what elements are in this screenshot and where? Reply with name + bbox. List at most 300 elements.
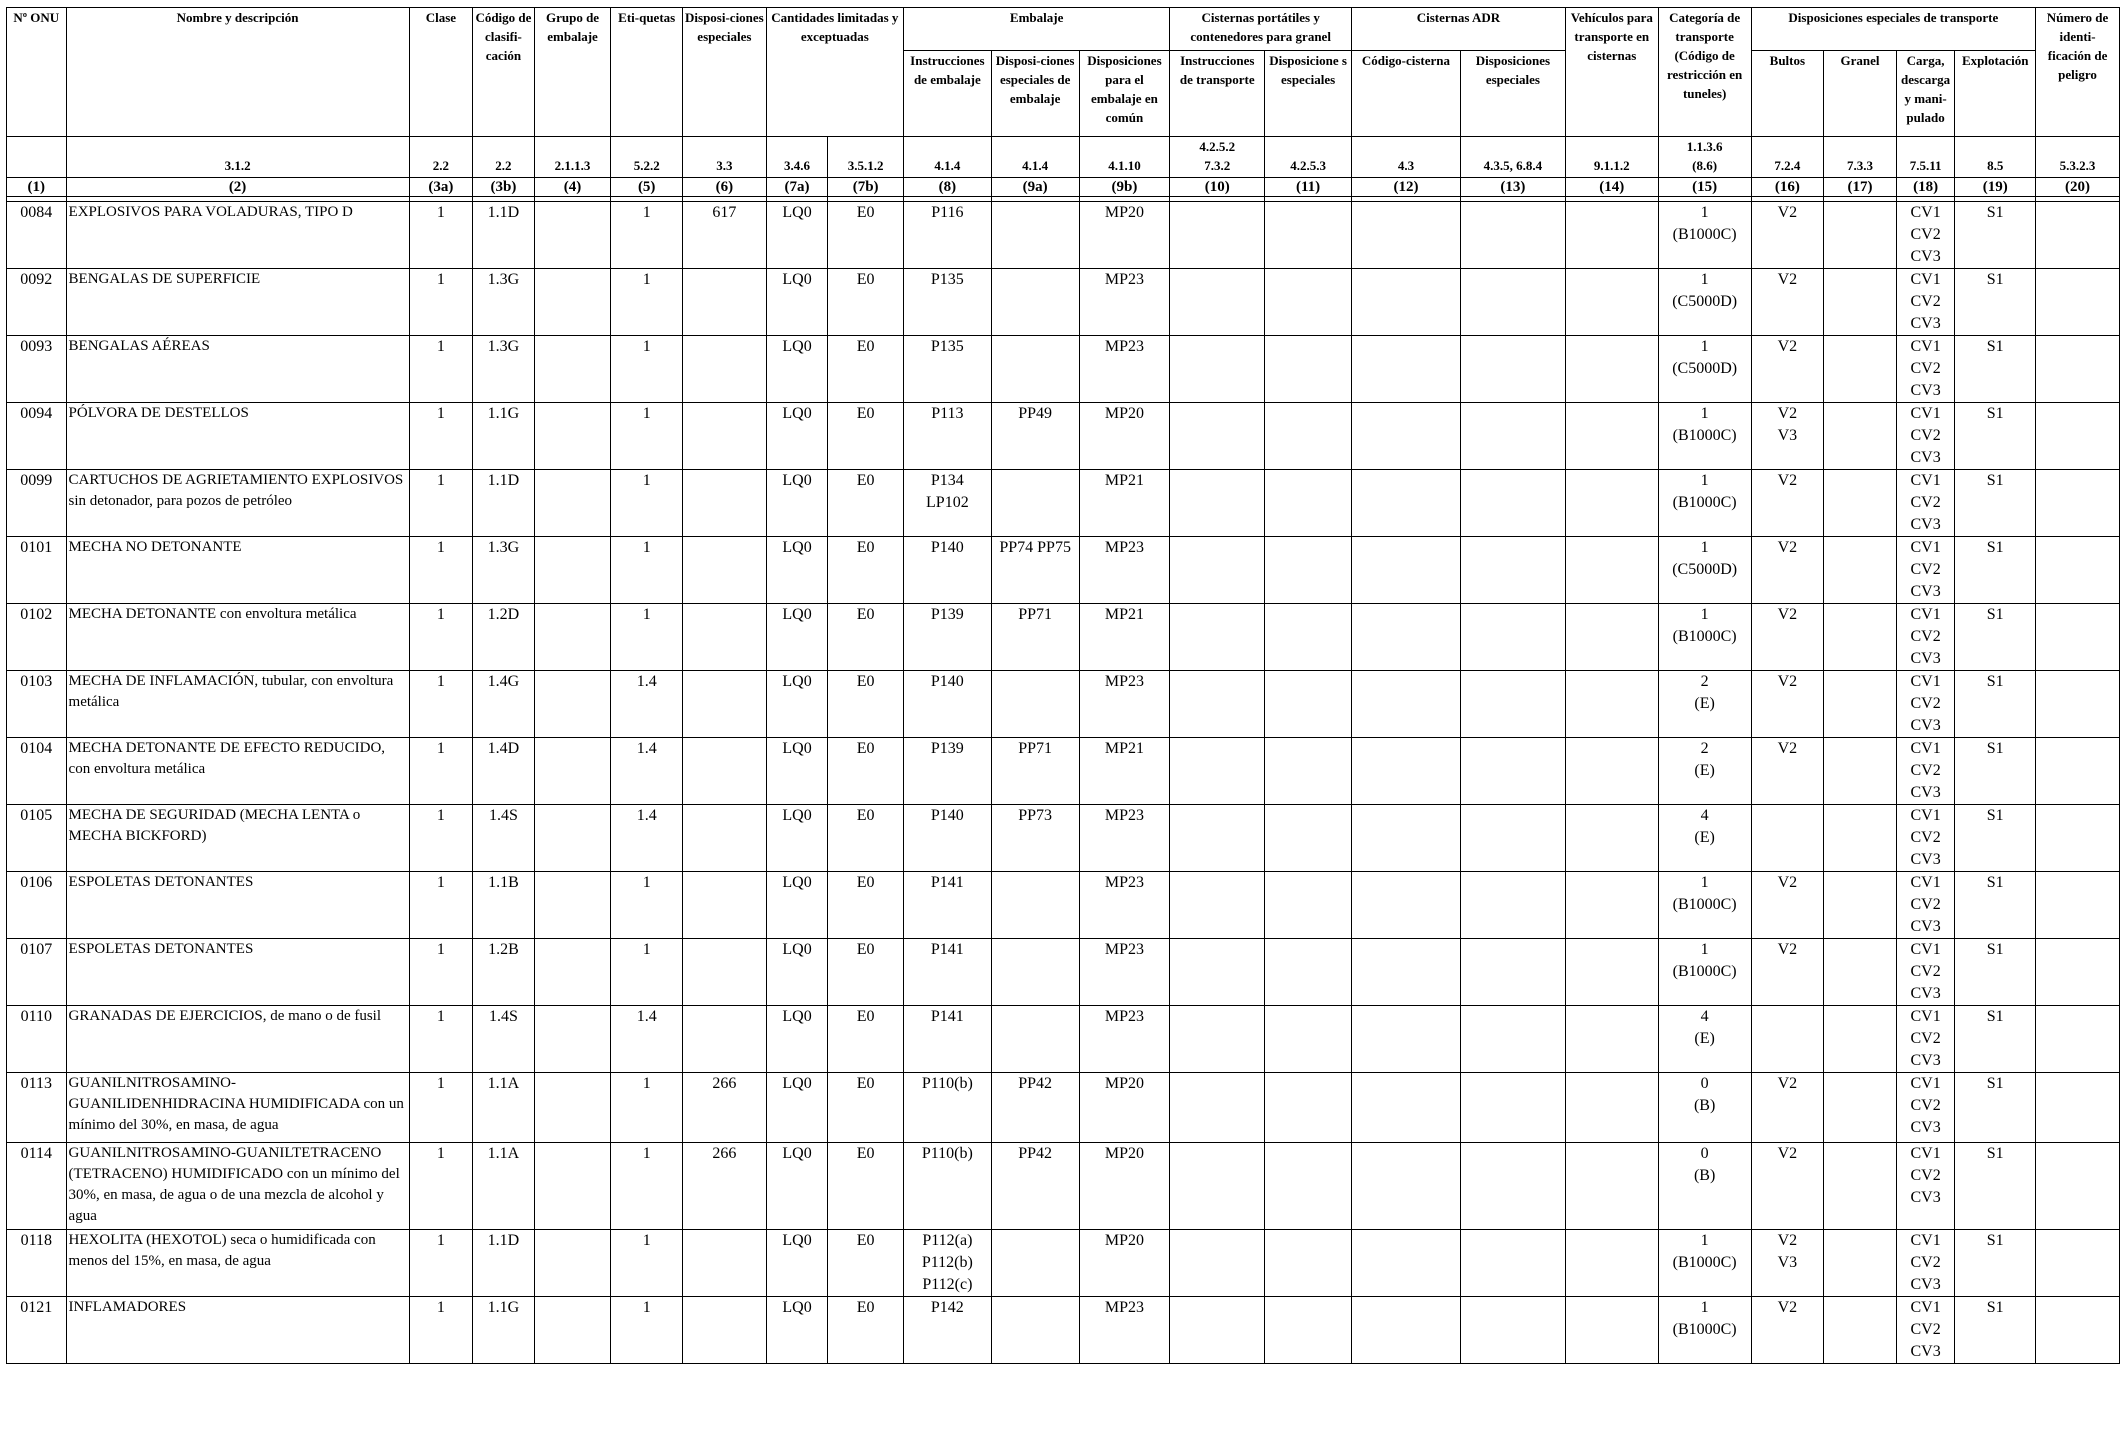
cell-categoria-transporte [1658,403,1751,470]
cell-embalaje-comun: MP21 [1079,470,1170,537]
header-explotacion: Explotación [1955,51,2036,137]
cell-embalaje-comun: MP23 [1079,336,1170,403]
cell-instrucciones-embalaje [903,1297,991,1364]
cell-disp-esp-embalaje [991,470,1079,537]
cell-numero-peligro [2036,671,2120,738]
cell-onu: 0110 [7,1006,67,1073]
adr-dangerous-goods-table [6,7,2120,1364]
ref-17: 7.3.3 [1824,137,1897,178]
cell-onu: 0094 [7,403,67,470]
cell-bultos [1751,1230,1824,1297]
table-row [7,604,2120,671]
categoria-value: 2 [1700,740,1709,757]
cell-carga-value: CV1 [1910,740,1941,757]
cell-embalaje-comun: MP23 [1079,537,1170,604]
cell-cantidad-exceptuada: E0 [828,202,904,269]
cell-onu: 0118 [7,1230,67,1297]
header-cisternas-adr: Cisternas ADR [1351,8,1565,51]
cell-bultos [1751,805,1824,872]
cell-clase: 1 [409,202,473,269]
cell-categoria-transporte [1658,805,1751,872]
cell-onu: 0105 [7,805,67,872]
cell-cantidad-limitada: LQ0 [766,939,828,1006]
categoria-value: 1 [1700,874,1709,891]
categoria-value: 1 [1700,405,1709,422]
cell-categoria-transporte [1658,336,1751,403]
ref-10-b: 7.3.2 [1204,158,1231,173]
cell-carga-value: CV2 [1910,494,1941,511]
cell-explotacion: S1 [1955,202,2036,269]
cell-embalaje-comun: MP23 [1079,269,1170,336]
categoria-value: 1 [1700,606,1709,623]
cell-codigo-cisterna [1351,1143,1460,1230]
cell-carga-value: CV1 [1910,1008,1941,1025]
tunnel-code: (B1000C) [1672,1254,1737,1271]
cell-onu: 0107 [7,939,67,1006]
cell-explotacion: S1 [1955,671,2036,738]
cell-disp-esp-adr [1460,470,1565,537]
cell-codigo-cisterna [1351,202,1460,269]
cell-explotacion: S1 [1955,537,2036,604]
categoria-value: 1 [1700,1299,1709,1316]
cell-grupo-embalaje [534,1143,611,1230]
cell-clase: 1 [409,671,473,738]
cell-bultos [1751,202,1824,269]
cell-onu: 0102 [7,604,67,671]
cell-disp-esp-adr [1460,269,1565,336]
cell-disp-esp-embalaje: PP71 [991,604,1079,671]
cell-grupo-embalaje [534,1006,611,1073]
cell-bultos [1751,1143,1824,1230]
cell-grupo-embalaje [534,336,611,403]
cell-etiquetas: 1 [611,269,683,336]
cell-disp-esp-cisternas [1265,738,1352,805]
cell-bultos-value: V2 [1777,606,1798,623]
cell-cantidad-limitada: LQ0 [766,470,828,537]
cell-bultos [1751,336,1824,403]
cell-cantidad-exceptuada: E0 [828,872,904,939]
cell-cantidad-limitada: LQ0 [766,202,828,269]
cell-grupo-embalaje [534,1297,611,1364]
cell-instrucciones-embalaje-value: P140 [930,539,964,556]
cell-numero-peligro [2036,738,2120,805]
cell-instrucciones-embalaje [903,1143,991,1230]
cell-categoria-transporte [1658,604,1751,671]
cell-etiquetas: 1 [611,872,683,939]
cell-vehiculos [1565,805,1658,872]
cell-onu: 0121 [7,1297,67,1364]
cell-bultos [1751,671,1824,738]
cell-carga-value: CV1 [1910,606,1941,623]
cell-carga-value: CV3 [1910,985,1941,1002]
cell-disp-esp-cisternas [1265,1297,1352,1364]
cell-embalaje-comun: MP21 [1079,738,1170,805]
cell-carga-value: CV1 [1910,539,1941,556]
cell-grupo-embalaje [534,604,611,671]
table-header [7,8,2120,202]
header-disp-esp-transporte: Disposiciones especiales de transporte [1751,8,2036,51]
cell-codigo-clasificacion: 1.1A [473,1073,535,1143]
cell-carga [1896,537,1955,604]
table-row [7,537,2120,604]
cell-carga-value: CV3 [1910,382,1941,399]
cell-disposiciones-especiales [683,738,767,805]
cell-numero-peligro [2036,604,2120,671]
cell-embalaje-comun: MP20 [1079,1073,1170,1143]
cell-etiquetas: 1 [611,403,683,470]
cell-onu: 0106 [7,872,67,939]
cell-instrucciones-embalaje [903,470,991,537]
ref-16: 7.2.4 [1751,137,1824,178]
column-number: (10) [1170,178,1265,197]
cell-disposiciones-especiales [683,537,767,604]
cell-disp-esp-cisternas [1265,403,1352,470]
cell-clase: 1 [409,1143,473,1230]
cell-clase: 1 [409,470,473,537]
ref-10 [1170,137,1265,178]
cell-embalaje-comun: MP23 [1079,1006,1170,1073]
cell-disposiciones-especiales [683,939,767,1006]
cell-disposiciones-especiales [683,1230,767,1297]
tunnel-code: (B1000C) [1672,963,1737,980]
cell-instrucciones-transporte [1170,805,1265,872]
ref-9b: 4.1.10 [1079,137,1170,178]
cell-codigo-clasificacion: 1.2D [473,604,535,671]
cell-vehiculos [1565,336,1658,403]
cell-onu: 0084 [7,202,67,269]
cell-etiquetas: 1 [611,1230,683,1297]
header-disp-esp-adr: Disposiciones especiales [1460,51,1565,137]
cell-granel [1824,738,1897,805]
cell-embalaje-comun: MP23 [1079,805,1170,872]
cell-cantidad-limitada: LQ0 [766,269,828,336]
cell-clase: 1 [409,872,473,939]
cell-instrucciones-embalaje [903,537,991,604]
cell-disp-esp-embalaje [991,671,1079,738]
cell-clase: 1 [409,1230,473,1297]
cell-disposiciones-especiales [683,1006,767,1073]
cell-cantidad-exceptuada: E0 [828,738,904,805]
cell-carga [1896,1297,1955,1364]
cell-clase: 1 [409,738,473,805]
cell-vehiculos [1565,1006,1658,1073]
cell-carga-value: CV2 [1910,561,1941,578]
cell-instrucciones-embalaje-value: P135 [930,338,964,355]
cell-carga-value: CV3 [1910,1052,1941,1069]
cell-carga-value: CV2 [1910,1167,1941,1184]
cell-numero-peligro [2036,872,2120,939]
cell-bultos-value: V2 [1777,1145,1798,1162]
cell-explotacion: S1 [1955,738,2036,805]
tunnel-code: (B1000C) [1672,494,1737,511]
cell-granel [1824,939,1897,1006]
cell-disp-esp-adr [1460,872,1565,939]
categoria-value: 1 [1700,539,1709,556]
cell-carga-value: CV2 [1910,628,1941,645]
cell-carga-value: CV3 [1910,449,1941,466]
cell-carga-value: CV2 [1910,762,1941,779]
cell-vehiculos [1565,1297,1658,1364]
tunnel-code: (C5000D) [1672,561,1738,578]
table-row [7,872,2120,939]
cell-codigo-cisterna [1351,939,1460,1006]
cell-granel [1824,269,1897,336]
column-number: (7a) [766,178,828,197]
cell-disp-esp-cisternas [1265,939,1352,1006]
cell-instrucciones-embalaje [903,671,991,738]
table-row [7,805,2120,872]
cell-carga-value: CV1 [1910,673,1941,690]
cell-carga-value: CV1 [1910,204,1941,221]
cell-grupo-embalaje [534,269,611,336]
cell-carga [1896,1230,1955,1297]
cell-disp-esp-adr [1460,403,1565,470]
cell-disposiciones-especiales: 617 [683,202,767,269]
cell-grupo-embalaje [534,872,611,939]
table-row [7,336,2120,403]
table-row [7,202,2120,269]
cell-cantidad-limitada: LQ0 [766,1297,828,1364]
cell-etiquetas: 1.4 [611,671,683,738]
tunnel-code: (E) [1694,762,1715,779]
cell-categoria-transporte [1658,939,1751,1006]
ref-3b: 2.2 [473,137,535,178]
column-number: (15) [1658,178,1751,197]
ref-19: 8.5 [1955,137,2036,178]
cell-carga-value: CV2 [1910,226,1941,243]
cell-disp-esp-cisternas [1265,671,1352,738]
cell-bultos [1751,604,1824,671]
header-granel: Granel [1824,51,1897,137]
cell-carga [1896,1073,1955,1143]
header-onu: Nº ONU [7,8,67,137]
tunnel-code: (B1000C) [1672,226,1737,243]
cell-grupo-embalaje [534,537,611,604]
cell-instrucciones-embalaje [903,1006,991,1073]
cell-cantidad-exceptuada: E0 [828,805,904,872]
cell-onu: 0104 [7,738,67,805]
table-row [7,1073,2120,1143]
cell-etiquetas: 1 [611,939,683,1006]
cell-etiquetas: 1 [611,537,683,604]
cell-numero-peligro [2036,537,2120,604]
cell-instrucciones-embalaje-value: P134 [930,472,964,489]
cell-cantidad-exceptuada: E0 [828,1230,904,1297]
cell-categoria-transporte [1658,1006,1751,1073]
cell-instrucciones-transporte [1170,537,1265,604]
cell-embalaje-comun: MP23 [1079,671,1170,738]
cell-granel [1824,805,1897,872]
cell-numero-peligro [2036,336,2120,403]
cell-nombre: MECHA DETONANTE DE EFECTO REDUCIDO, con envoltura metálica [66,738,409,805]
cell-bultos-value: V2 [1777,472,1798,489]
cell-disp-esp-cisternas [1265,269,1352,336]
cell-etiquetas: 1 [611,604,683,671]
cell-nombre: HEXOLITA (HEXOTOL) seca o humidificada con menos del 15%, en masa, de agua [66,1230,409,1297]
cell-etiquetas: 1.4 [611,1006,683,1073]
cell-disp-esp-cisternas [1265,1143,1352,1230]
cell-categoria-transporte [1658,1230,1751,1297]
cell-carga [1896,202,1955,269]
ref-13: 4.3.5, 6.8.4 [1460,137,1565,178]
cell-bultos-value: V2 [1777,740,1798,757]
tunnel-code: (B) [1693,1167,1716,1184]
cell-clase: 1 [409,604,473,671]
cell-explotacion: S1 [1955,604,2036,671]
cell-embalaje-comun: MP23 [1079,939,1170,1006]
cell-disp-esp-cisternas [1265,1073,1352,1143]
cell-codigo-cisterna [1351,1006,1460,1073]
cell-disp-esp-embalaje [991,336,1079,403]
column-number: (4) [534,178,611,197]
tunnel-code: (B1000C) [1672,427,1737,444]
column-number: (5) [611,178,683,197]
cell-bultos-value: V2 [1777,874,1798,891]
cell-carga-value: CV2 [1910,1097,1941,1114]
cell-carga-value: CV2 [1910,963,1941,980]
cell-disp-esp-embalaje [991,1230,1079,1297]
cell-instrucciones-embalaje [903,336,991,403]
column-number: (16) [1751,178,1824,197]
cell-granel [1824,1297,1897,1364]
cell-disp-esp-adr [1460,671,1565,738]
cell-codigo-cisterna [1351,604,1460,671]
cell-carga [1896,872,1955,939]
cell-codigo-clasificacion: 1.1B [473,872,535,939]
cell-disp-esp-adr [1460,1230,1565,1297]
cell-vehiculos [1565,470,1658,537]
column-number: (1) [7,178,67,197]
cell-cantidad-limitada: LQ0 [766,1143,828,1230]
cell-carga-value: CV1 [1910,941,1941,958]
header-disp-esp-cisternas: Disposicione s especiales [1265,51,1352,137]
ref-7b: 3.5.1.2 [828,137,904,178]
cell-disp-esp-embalaje [991,1006,1079,1073]
ref-7a: 3.4.6 [766,137,828,178]
cell-instrucciones-embalaje [903,1230,991,1297]
ref-14: 9.1.1.2 [1565,137,1658,178]
cell-disp-esp-cisternas [1265,1230,1352,1297]
cell-bultos [1751,939,1824,1006]
header-carga: Carga, descarga y mani-pulado [1896,51,1955,137]
tunnel-code: (E) [1694,829,1715,846]
cell-disp-esp-cisternas [1265,872,1352,939]
ref-11: 4.2.5.3 [1265,137,1352,178]
cell-vehiculos [1565,671,1658,738]
cell-instrucciones-embalaje-value: P113 [931,405,964,422]
cell-disp-esp-cisternas [1265,537,1352,604]
ref-6: 3.3 [683,137,767,178]
cell-bultos-value: V2 [1777,539,1798,556]
ref-18: 7.5.11 [1896,137,1955,178]
tunnel-code: (B1000C) [1672,896,1737,913]
table-body [7,202,2120,1364]
cell-codigo-clasificacion: 1.4D [473,738,535,805]
cell-embalaje-comun: MP23 [1079,872,1170,939]
cell-bultos [1751,269,1824,336]
ref-15 [1658,137,1751,178]
ref-2: 3.1.2 [66,137,409,178]
cell-carga [1896,604,1955,671]
cell-cantidad-exceptuada: E0 [828,1297,904,1364]
cell-codigo-clasificacion: 1.1D [473,470,535,537]
ref-3a: 2.2 [409,137,473,178]
cell-bultos [1751,1006,1824,1073]
cell-cantidad-exceptuada: E0 [828,470,904,537]
ref-1 [7,137,67,178]
cell-embalaje-comun: MP21 [1079,604,1170,671]
cell-vehiculos [1565,202,1658,269]
cell-bultos-value: V2 [1777,1299,1798,1316]
cell-etiquetas: 1 [611,336,683,403]
header-disp-embalaje-comun: Disposiciones para el embalaje en común [1079,51,1170,137]
cell-grupo-embalaje [534,939,611,1006]
cell-cantidad-limitada: LQ0 [766,738,828,805]
cell-clase: 1 [409,1073,473,1143]
column-number: (17) [1824,178,1897,197]
cell-disp-esp-embalaje [991,202,1079,269]
cell-disp-esp-embalaje: PP71 [991,738,1079,805]
cell-embalaje-comun: MP20 [1079,1143,1170,1230]
cell-instrucciones-transporte [1170,1073,1265,1143]
cell-grupo-embalaje [534,470,611,537]
cell-carga [1896,269,1955,336]
cell-clase: 1 [409,1297,473,1364]
cell-onu: 0114 [7,1143,67,1230]
table-row [7,1230,2120,1297]
cell-carga [1896,403,1955,470]
cell-instrucciones-transporte [1170,1230,1265,1297]
cell-instrucciones-transporte [1170,872,1265,939]
cell-instrucciones-transporte [1170,671,1265,738]
cell-carga-value: CV2 [1910,896,1941,913]
cell-cantidad-limitada: LQ0 [766,671,828,738]
cell-carga-value: CV3 [1910,1343,1941,1360]
cell-clase: 1 [409,336,473,403]
cell-granel [1824,1073,1897,1143]
cell-carga-value: CV3 [1910,516,1941,533]
cell-codigo-cisterna [1351,470,1460,537]
cell-numero-peligro [2036,1073,2120,1143]
cell-vehiculos [1565,269,1658,336]
cell-bultos-value: V2 [1777,405,1798,422]
cell-instrucciones-embalaje [903,403,991,470]
categoria-value: 1 [1700,941,1709,958]
cell-nombre: CARTUCHOS DE AGRIETAMIENTO EXPLOSIVOS sin detonador, para pozos de petróleo [66,470,409,537]
cell-cantidad-exceptuada: E0 [828,939,904,1006]
cell-carga-value: CV3 [1910,851,1941,868]
cell-numero-peligro [2036,1006,2120,1073]
cell-instrucciones-embalaje [903,1073,991,1143]
cell-instrucciones-embalaje-value: P142 [930,1299,964,1316]
cell-carga-value: CV1 [1910,807,1941,824]
cell-instrucciones-embalaje-value: P112(c) [922,1276,973,1293]
cell-grupo-embalaje [534,805,611,872]
header-nombre: Nombre y descripción [66,8,409,137]
cell-explotacion: S1 [1955,1073,2036,1143]
cell-carga-value: CV2 [1910,1254,1941,1271]
cell-granel [1824,1230,1897,1297]
cell-explotacion: S1 [1955,470,2036,537]
cell-granel [1824,1006,1897,1073]
column-number: (13) [1460,178,1565,197]
cell-instrucciones-embalaje [903,872,991,939]
cell-disp-esp-cisternas [1265,202,1352,269]
cell-disposiciones-especiales [683,671,767,738]
cell-carga [1896,1006,1955,1073]
cell-carga-value: CV3 [1910,1119,1941,1136]
cell-instrucciones-embalaje [903,805,991,872]
